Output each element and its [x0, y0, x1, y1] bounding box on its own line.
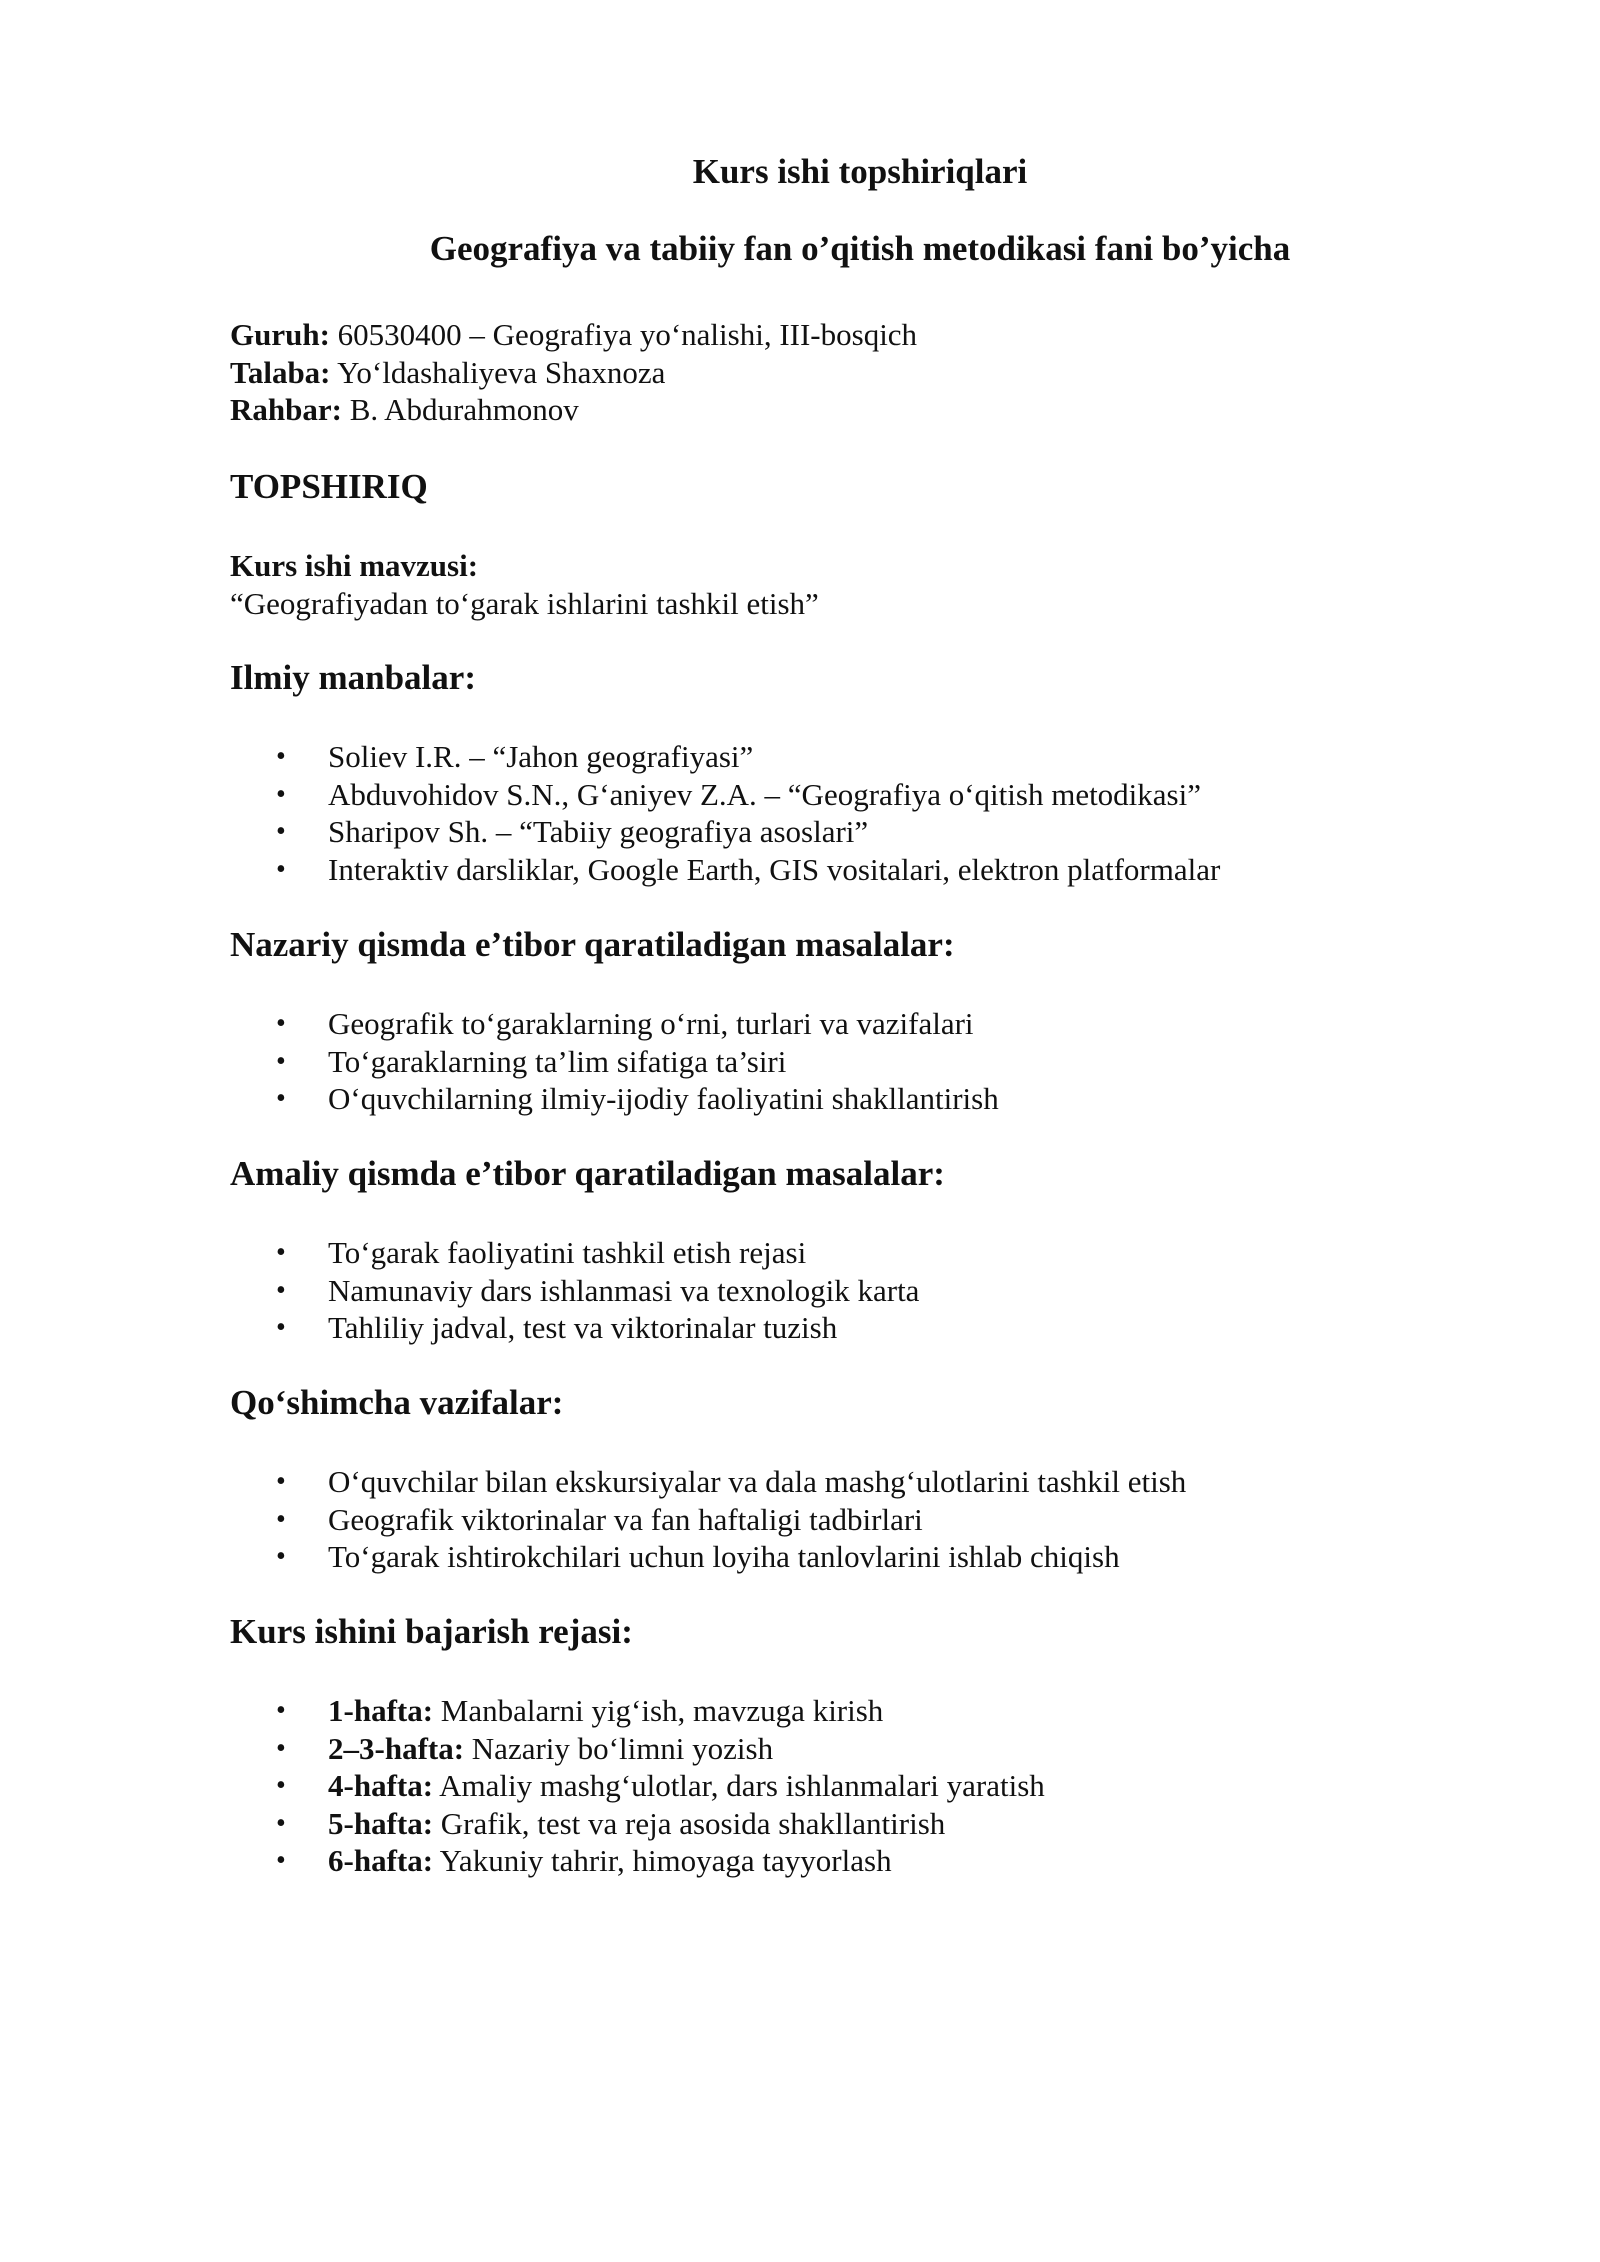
plan-heading: Kurs ishini bajarish rejasi: [230, 1612, 633, 1651]
topic-block [230, 547, 819, 622]
list-item [230, 1767, 1045, 1805]
theory-list [230, 1005, 999, 1118]
bullet-icon: • [276, 1045, 286, 1077]
plan-week: 4-hafta: [328, 1768, 434, 1803]
list-item: • Geografik viktorinalar va fan haftaligi tadbirlari [276, 1501, 923, 1537]
plan-task: Grafik, test va reja asosida shakllantirish [433, 1805, 946, 1841]
sources-heading: Ilmiy manbalar: [230, 658, 476, 697]
list-item: • Abduvohidov S.N., G‘aniyev Z.A. – “Geografiya o‘qitish metodikasi” [276, 776, 1201, 812]
extra-heading: Qo‘shimcha vazifalar: [230, 1383, 564, 1422]
bullet-icon: • [276, 1312, 286, 1343]
topic-value: “Geografiyadan to‘garak ishlarini tashkil etish” [230, 585, 819, 621]
list-item [230, 1692, 1045, 1730]
bullet-icon: • [276, 778, 286, 810]
bullet-icon: • [276, 816, 286, 847]
bullet-icon: • [276, 1083, 286, 1114]
document-subtitle: Geografiya va tabiiy fan o’qitish metodikasi fani bo’yicha [429, 229, 1291, 268]
list-item [230, 1805, 1045, 1843]
list-item: • Geografik to‘garaklarning o‘rni, turlari va vazifalari [276, 1006, 974, 1041]
plan-week: 1-hafta: [328, 1693, 434, 1728]
plan-task: Amaliy mashg‘ulotlar, dars ishlanmalari yaratish [433, 1768, 1045, 1803]
plan-week: 2–3-hafta: [328, 1730, 465, 1766]
bullet-icon: • [276, 853, 286, 885]
bullet-icon: • [276, 1732, 286, 1764]
list-item [230, 1842, 1045, 1880]
bullet-icon: • [276, 1541, 286, 1572]
list-item [230, 1730, 1045, 1768]
meta-student-label: Talaba: [230, 354, 331, 390]
bullet-icon: • [276, 1466, 286, 1497]
list-item: • O‘quvchilarning ilmiy-ijodiy faoliyatini shakllantirish [276, 1081, 999, 1116]
bullet-icon: • [276, 1274, 286, 1306]
list-item: • O‘quvchilar bilan ekskursiyalar va dala mashg‘ulotlarini tashkil etish [276, 1464, 1187, 1499]
plan-task: Nazariy bo‘limni yozish [464, 1730, 774, 1766]
bullet-icon: • [276, 1503, 286, 1535]
practice-heading: Amaliy qismda e’tibor qaratiladigan masalalar: [230, 1154, 945, 1193]
plan-week: 5-hafta: [328, 1805, 434, 1841]
bullet-icon: • [276, 1807, 286, 1839]
bullet-icon: • [276, 1695, 286, 1726]
meta-supervisor [230, 391, 917, 429]
bullet-icon: • [276, 1770, 286, 1801]
bullet-icon: • [276, 1845, 286, 1876]
practice-list [230, 1234, 919, 1347]
meta-group-value: 60530400 – Geografiya yo‘nalishi, III-bosqich [329, 317, 918, 352]
sources-list [230, 738, 1220, 888]
meta-supervisor-value: B. Abdurahmonov [341, 392, 579, 427]
list-item: • Sharipov Sh. – “Tabiiy geografiya asoslari” [276, 814, 869, 849]
bullet-icon: • [276, 741, 286, 772]
list-item: • Tahliliy jadval, test va viktorinalar tuzish [276, 1310, 838, 1345]
list-item: • Namunaviy dars ishlanmasi va texnologik karta [276, 1272, 920, 1308]
meta-supervisor-label: Rahbar: [230, 392, 342, 427]
list-item: • To‘garak faoliyatini tashkil etish rejasi [276, 1235, 807, 1270]
list-item: • Soliev I.R. – “Jahon geografiyasi” [276, 739, 754, 774]
list-item: • Interaktiv darsliklar, Google Earth, GIS vositalari, elektron platformalar [276, 851, 1221, 887]
plan-list [230, 1692, 1045, 1880]
meta-student [230, 354, 917, 392]
bullet-icon: • [276, 1008, 286, 1039]
list-item: • To‘garak ishtirokchilari uchun loyiha tanlovlarini ishlab chiqish [276, 1539, 1120, 1574]
meta-group [230, 316, 917, 354]
plan-task: Manbalarni yig‘ish, mavzuga kirish [433, 1693, 884, 1728]
list-item: • To‘garaklarning ta’lim sifatiga ta’siri [276, 1043, 787, 1079]
meta-block [230, 316, 917, 429]
task-heading: TOPSHIRIQ [230, 467, 428, 506]
plan-task: Yakuniy tahrir, himoyaga tayyorlash [433, 1843, 892, 1878]
theory-heading: Nazariy qismda e’tibor qaratiladigan masalalar: [230, 925, 955, 964]
topic-label: Kurs ishi mavzusi: [230, 548, 479, 583]
bullet-icon: • [276, 1237, 286, 1268]
document-title: Kurs ishi topshiriqlari [692, 152, 1028, 191]
extra-list [230, 1463, 1186, 1576]
meta-group-label: Guruh: [230, 317, 330, 352]
plan-week: 6-hafta: [328, 1843, 434, 1878]
meta-student-value: Yo‘ldashaliyeva Shaxnoza [330, 354, 666, 390]
